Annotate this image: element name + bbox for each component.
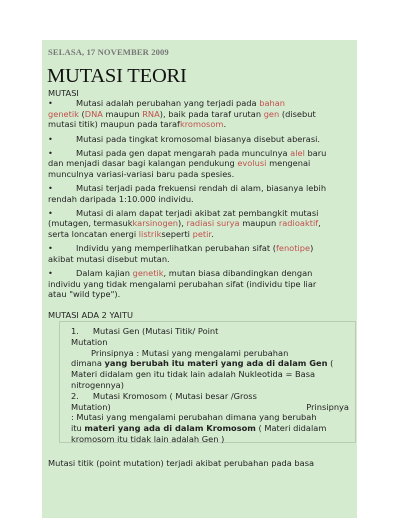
- bullet-item-4: • Mutasi terjadi pada frekuensi rendah di alam, biasanya lebih rendah daripada 1:10.000 individu.: [48, 183, 327, 204]
- bullet-icon: •: [48, 98, 53, 109]
- link-gen[interactable]: gen: [263, 108, 280, 119]
- post-body: [48, 88, 356, 321]
- bullet-item-1: • Mutasi adalah perubahan yang terjadi pada bahan genetik (DNA maupun RNA), baik pada taraf urutan gen (disebut mutasi titik) maupun pada tarafkromosom.: [48, 98, 316, 130]
- bullet-icon: •: [48, 148, 53, 159]
- bullet-item-7: • Dalam kajian genetik, mutan biasa dibandingkan dengan individu yang tidak mengalami perubahan sifat (individu tipe liar atau "wild type").: [48, 268, 317, 299]
- link-listrik[interactable]: listrik: [138, 228, 162, 239]
- item-1-title: 1. Mutasi Gen (Mutasi Titik/ Point: [71, 326, 219, 336]
- post-title: MUTASI TEORI: [47, 65, 187, 87]
- link-petir[interactable]: petir: [192, 228, 212, 239]
- bullet-item-6: • Individu yang memperlihatkan perubahan sifat (fenotipe) akibat mutasi disebut mutan.: [48, 243, 314, 264]
- mutation-types-box: 1. Mutasi Gen (Mutasi Titik/ Point Mutation Prinsipnya : Mutasi yang mengalami perubahan dimana yang berubah itu materi yang ada di dalam Gen ( Materi didalam gen itu tidak lain adalah Nukleotida = Basa nitrogennya) 2. Mutasi Kromosom ( Mutasi besar /Gross Mutation) Prinsipnya : Mutasi yang mengalami perubahan dimana yang berubah itu materi yang ada di dalam Kromosom ( Materi didalam kromosom itu tidak lain adalah Gen ): [59, 321, 356, 443]
- link-kromosom[interactable]: kromosom: [179, 119, 224, 130]
- bullet-icon: •: [48, 268, 53, 279]
- item-2-title: 2. Mutasi Kromosom ( Mutasi besar /Gross: [71, 390, 257, 401]
- link-dna[interactable]: DNA: [84, 108, 103, 119]
- bullet-item-5: • Mutasi di alam dapat terjadi akibat zat pembangkit mutasi (mutagen, termasukkarsinogen), radiasi surya maupun radioaktif, serta loncatan energi listrikseperti petir.: [48, 208, 321, 239]
- link-evolusi[interactable]: evolusi: [237, 158, 267, 169]
- link-fenotipe[interactable]: fenotipe: [275, 243, 311, 254]
- footer-paragraph: Mutasi titik (point mutation) terjadi akibat perubahan pada basa: [48, 458, 315, 468]
- link-genetik-2[interactable]: genetik: [132, 268, 164, 279]
- post-date: SELASA, 17 NOVEMBER 2009: [48, 47, 169, 57]
- section-heading: MUTASI ADA 2 YAITU: [48, 310, 134, 321]
- link-rna[interactable]: RNA: [142, 108, 160, 119]
- bullet-icon: •: [48, 243, 53, 254]
- link-radioaktif[interactable]: radioaktif: [278, 218, 319, 229]
- link-bahan[interactable]: bahan: [259, 98, 286, 109]
- bullet-item-3: • Mutasi pada gen dapat mengarah pada munculnya alel baru dan menjadi dasar bagi kalangan pendukung evolusi mengenai munculnya variasi-variasi baru pada spesies.: [48, 148, 327, 179]
- link-alel[interactable]: alel: [290, 148, 305, 159]
- link-radiasi-surya[interactable]: radiasi surya: [186, 218, 240, 229]
- link-genetik[interactable]: genetik: [48, 108, 79, 119]
- bullet-icon: •: [48, 183, 53, 194]
- bullet-icon: •: [48, 208, 53, 219]
- link-karsinogen[interactable]: karsinogen: [132, 218, 179, 229]
- bullet-icon: •: [48, 133, 53, 144]
- intro-heading: MUTASI: [48, 88, 79, 98]
- bullet-item-2: • Mutasi pada tingkat kromosomal biasanya disebut aberasi.: [48, 133, 321, 144]
